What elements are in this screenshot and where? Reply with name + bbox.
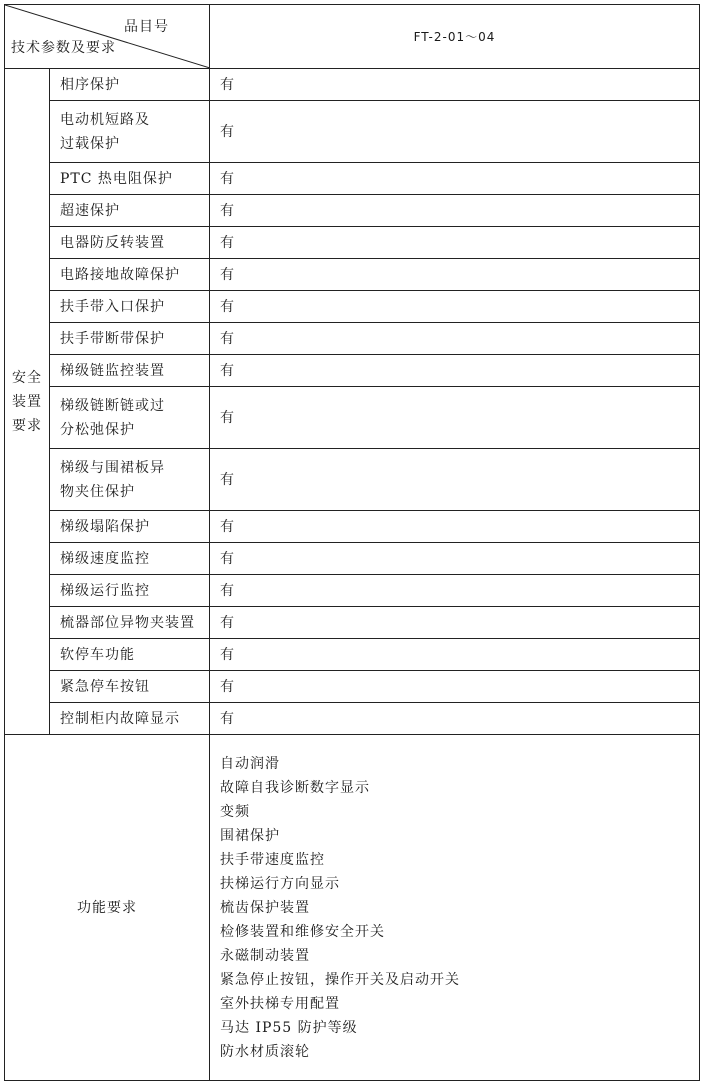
safety-category-label: 安全 [12,369,42,386]
function-item: 马达 IP55 防护等级 [220,1019,358,1036]
safety-item-label: 梯级与围裙板异 [60,459,165,476]
safety-item-cell [50,259,210,291]
safety-item-cell [50,449,210,511]
safety-item-label: 梯级链监控装置 [60,362,165,379]
safety-value-cell: 有 [210,259,700,291]
safety-value-cell: 有 [210,323,700,355]
safety-row [5,511,700,543]
safety-item-label: 电动机短路及 [60,111,150,128]
safety-row [5,227,700,259]
safety-row [5,163,700,195]
safety-item-cell [50,355,210,387]
safety-item-cell [50,291,210,323]
safety-item-label: 梯级速度监控 [60,550,150,567]
function-item: 变频 [220,803,250,820]
safety-item-label: 梯级链断链或过 [60,397,165,414]
safety-item-label: 扶手带入口保护 [60,298,165,315]
safety-category-label: 要求 [12,417,42,434]
safety-item-label: 电路接地故障保护 [60,266,180,283]
safety-item-cell [50,227,210,259]
safety-value-cell: 有 [210,227,700,259]
safety-item-cell [50,101,210,163]
safety-item-cell [50,671,210,703]
safety-row [5,101,700,163]
safety-item-cell [50,511,210,543]
functions-list-cell [210,735,700,1081]
function-item: 永磁制动装置 [220,947,310,964]
safety-item-cell [50,639,210,671]
function-item: 室外扶梯专用配置 [220,995,340,1012]
safety-value-cell: 有 [210,69,700,101]
safety-item-label: 梳器部位异物夹装置 [60,614,195,631]
safety-item-cell [50,387,210,449]
header-corner-cell [5,5,210,69]
function-item: 扶手带速度监控 [220,851,325,868]
safety-item-cell [50,195,210,227]
safety-value-cell: 有 [210,449,700,511]
safety-item-cell [50,543,210,575]
safety-row [5,575,700,607]
spec-table [4,4,700,1081]
safety-value-cell: 有 [210,195,700,227]
safety-row [5,607,700,639]
safety-row [5,355,700,387]
function-item: 检修装置和维修安全开关 [220,923,385,940]
safety-item-label: 分松弛保护 [60,421,135,438]
safety-row [5,671,700,703]
safety-item-label: 电器防反转装置 [60,234,165,251]
function-item: 防水材质滚轮 [220,1043,310,1060]
safety-row [5,449,700,511]
safety-row [5,195,700,227]
header-row [5,5,700,69]
functions-row [5,735,700,1081]
safety-category-cell [5,69,50,735]
safety-item-cell [50,575,210,607]
safety-row [5,69,700,101]
safety-row [5,323,700,355]
function-item: 围裙保护 [220,827,280,844]
safety-value-cell: 有 [210,575,700,607]
function-item: 自动润滑 [220,755,280,772]
safety-item-label: 紧急停车按钮 [60,678,150,695]
safety-item-label: 梯级塌陷保护 [60,518,150,535]
safety-value-cell: 有 [210,703,700,735]
safety-item-cell [50,69,210,101]
safety-row [5,703,700,735]
function-item: 紧急停止按钮，操作开关及启动开关 [220,971,460,988]
safety-item-label: 控制柜内故障显示 [60,710,180,727]
safety-item-label: 相序保护 [60,76,120,93]
safety-row [5,291,700,323]
safety-item-label: PTC 热电阻保护 [60,170,173,187]
safety-value-cell: 有 [210,291,700,323]
safety-item-label: 软停车功能 [60,646,135,663]
header-top-label: 品目号 [124,19,169,35]
function-item: 扶梯运行方向显示 [220,875,340,892]
function-item: 故障自我诊断数字显示 [220,779,370,796]
safety-row [5,387,700,449]
safety-item-label: 过载保护 [60,135,120,152]
safety-value-cell: 有 [210,671,700,703]
safety-item-label: 扶手带断带保护 [60,330,165,347]
safety-item-cell [50,163,210,195]
safety-row [5,639,700,671]
safety-item-cell [50,323,210,355]
function-item: 梳齿保护装置 [220,899,310,916]
safety-value-cell: 有 [210,639,700,671]
safety-value-cell: 有 [210,607,700,639]
safety-value-cell: 有 [210,543,700,575]
safety-item-cell [50,607,210,639]
header-bottom-label: 技术参数及要求 [11,40,116,56]
safety-value-cell: 有 [210,355,700,387]
safety-category-label: 装置 [12,393,42,410]
safety-item-label: 梯级运行监控 [60,582,150,599]
safety-value-cell: 有 [210,511,700,543]
functions-title-cell: 功能要求 [5,735,210,1081]
safety-value-cell: 有 [210,163,700,195]
safety-value-cell: 有 [210,387,700,449]
safety-row [5,543,700,575]
safety-item-label: 超速保护 [60,202,120,219]
safety-row [5,259,700,291]
safety-item-cell [50,703,210,735]
safety-value-cell: 有 [210,101,700,163]
model-number-cell: FT-2-01～04 [210,5,700,69]
safety-item-label: 物夹住保护 [60,483,135,500]
